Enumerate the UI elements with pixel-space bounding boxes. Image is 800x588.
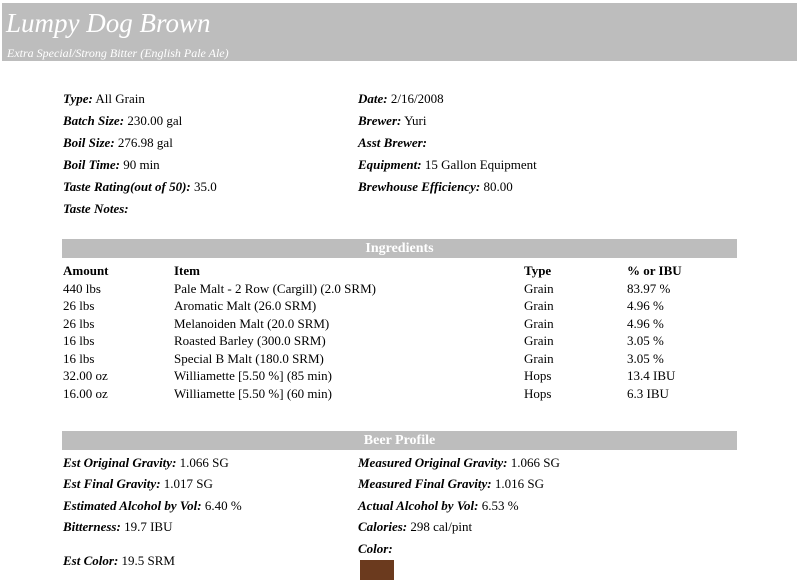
amount-cell: 440 lbs [63, 281, 101, 296]
equipment-field: Equipment: 15 Gallon Equipment [358, 157, 537, 172]
type-field: Type: All Grain [63, 91, 145, 106]
color-field: Color: [358, 541, 393, 556]
type-cell: Hops [524, 368, 552, 383]
est-color-field: Est Color: 19.5 SRM [63, 553, 175, 568]
efficiency-field: Brewhouse Efficiency: 80.00 [358, 179, 513, 194]
pct-cell: 6.3 IBU [627, 386, 669, 401]
item-cell: Roasted Barley (300.0 SRM) [174, 333, 326, 348]
amount-cell: 32.00 oz [63, 368, 108, 383]
est-fg-field: Est Final Gravity: 1.017 SG [63, 476, 213, 491]
amount-cell: 16 lbs [63, 351, 95, 366]
bitterness-field: Bitterness: 19.7 IBU [63, 519, 173, 534]
pct-cell: 13.4 IBU [627, 368, 676, 383]
pct-cell: 83.97 % [627, 281, 671, 296]
type-cell: Grain [524, 281, 554, 296]
taste-notes-field: Taste Notes: [63, 201, 129, 216]
pct-cell: 4.96 % [627, 316, 664, 331]
measured-fg-field: Measured Final Gravity: 1.016 SG [358, 476, 545, 491]
pct-cell: 3.05 % [627, 333, 664, 348]
item-cell: Williamette [5.50 %] (60 min) [174, 386, 332, 401]
pct-cell: 4.96 % [627, 298, 664, 313]
item-cell: Pale Malt - 2 Row (Cargill) (2.0 SRM) [174, 281, 376, 296]
item-cell: Williamette [5.50 %] (85 min) [174, 368, 332, 383]
batch-size-field: Batch Size: 230.00 gal [63, 113, 183, 128]
type-cell: Grain [524, 333, 554, 348]
actual-abv-field: Actual Alcohol by Vol: 6.53 % [358, 498, 519, 513]
date-field: Date: 2/16/2008 [358, 91, 444, 106]
type-cell: Grain [524, 316, 554, 331]
type-cell: Grain [524, 351, 554, 366]
est-abv-field: Estimated Alcohol by Vol: 6.40 % [63, 498, 242, 513]
pct-column-header: % or IBU [627, 263, 682, 278]
asst-brewer-field: Asst Brewer: [358, 135, 427, 150]
boil-size-field: Boil Size: 276.98 gal [63, 135, 173, 150]
item-cell: Melanoiden Malt (20.0 SRM) [174, 316, 330, 331]
beer-profile-heading: Beer Profile [62, 431, 737, 450]
brewer-field: Brewer: Yuri [358, 113, 427, 128]
amount-column-header: Amount [63, 263, 109, 278]
pct-cell: 3.05 % [627, 351, 664, 366]
recipe-title: Lumpy Dog Brown [6, 8, 211, 38]
calories-field: Calories: 298 cal/pint [358, 519, 473, 534]
amount-cell: 16.00 oz [63, 386, 108, 401]
amount-cell: 26 lbs [63, 298, 95, 313]
ingredients-heading: Ingredients [62, 239, 737, 258]
type-column-header: Type [524, 263, 552, 278]
amount-cell: 16 lbs [63, 333, 95, 348]
item-cell: Aromatic Malt (26.0 SRM) [174, 298, 317, 313]
taste-rating-field: Taste Rating(out of 50): 35.0 [63, 179, 217, 194]
recipe-style: Extra Special/Strong Bitter (English Pale Ale) [7, 46, 229, 60]
recipe-header [2, 3, 797, 61]
amount-cell: 26 lbs [63, 316, 95, 331]
item-column-header: Item [174, 263, 200, 278]
boil-time-field: Boil Time: 90 min [63, 157, 160, 172]
measured-og-field: Measured Original Gravity: 1.066 SG [358, 455, 560, 470]
type-cell: Hops [524, 386, 552, 401]
color-swatch [360, 560, 394, 580]
type-cell: Grain [524, 298, 554, 313]
item-cell: Special B Malt (180.0 SRM) [174, 351, 324, 366]
est-og-field: Est Original Gravity: 1.066 SG [63, 455, 229, 470]
